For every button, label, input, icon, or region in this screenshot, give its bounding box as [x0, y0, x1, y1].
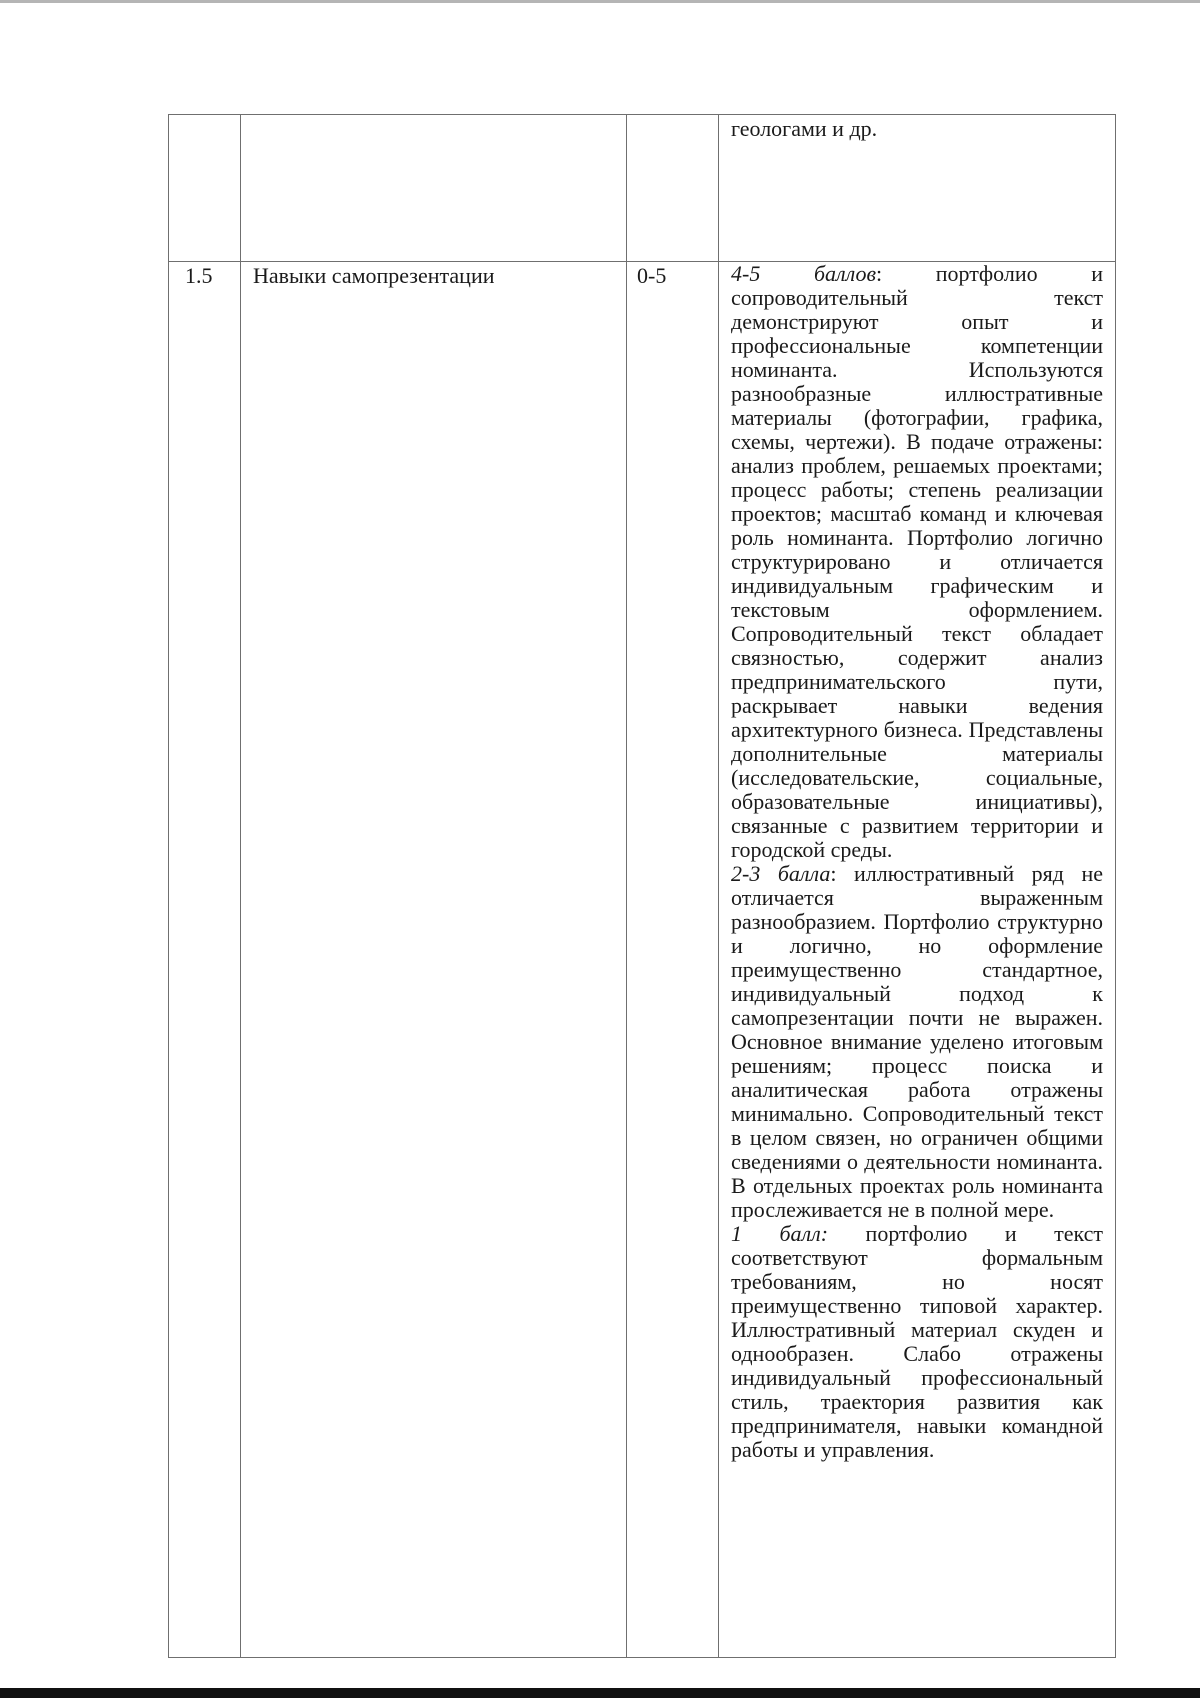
number-cell: [169, 262, 241, 1658]
grade-level-mid: [731, 862, 1103, 1222]
grade-level-low: [731, 1222, 1103, 1462]
criterion-name: Навыки самопрезентации: [253, 263, 495, 288]
score-range: 0-5: [637, 263, 667, 288]
description-cell: [719, 115, 1116, 262]
grade-level-high: [731, 262, 1103, 862]
criteria-table: [168, 114, 1116, 1658]
grading-description: [719, 262, 1115, 1462]
grade-text: : портфолио и сопроводительный текст демонстрируют опыт и профессиональные компетенции номинанта. Используются разнообразные иллюстративные материалы (фотографии, графика, схемы, чертежи). В подаче отражены: анализ проблем, решаемых проектами; процесс работы; степень реализации проектов; масштаб команд и ключевая роль номинанта. Портфолио логично структурировано и отличается индивидуальным графическим и текстовым оформлением. Сопроводительный текст обладает связностью, содержит анализ предпринимательского пути, раскрывает навыки ведения архитектурного бизнеса. Представлены дополнительные материалы (исследовательские, социальные, образовательные инициативы), связанные с развитием территории и городской среды.: [731, 261, 1103, 862]
score-cell: [627, 262, 719, 1658]
grade-label: 4-5 баллов: [731, 261, 877, 286]
criterion-cell: [241, 262, 627, 1658]
description-cell: [719, 262, 1116, 1658]
description-text: геологами и др.: [731, 116, 878, 141]
scan-bottom-edge: [0, 1688, 1200, 1698]
number-cell: [169, 115, 241, 262]
criterion-cell: [241, 115, 627, 262]
table-row: [169, 115, 1116, 262]
grade-label: 1 балл:: [731, 1221, 829, 1246]
score-cell: [627, 115, 719, 262]
scan-top-edge: [0, 0, 1200, 3]
grade-text: : иллюстративный ряд не отличается выраженным разнообразием. Портфолио структурно и логично, но оформление преимущественно стандартное, индивидуальный подход к самопрезентации почти не выражен. Основное внимание уделено итоговым решениям; процесс поиска и аналитическая работа отражены минимально. Сопроводительный текст в целом связен, но ограничен общими сведениями о деятельности номинанта. В отдельных проектах роль номинанта прослеживается не в полной мере.: [731, 861, 1103, 1222]
grade-label: 2-3 балла: [731, 861, 831, 886]
criterion-number: 1.5: [185, 263, 213, 288]
grade-text: портфолио и текст соответствуют формальным требованиям, но носят преимущественно типовой характер. Иллюстративный материал скуден и однообразен. Слабо отражены индивидуальный профессиональный стиль, траектория развития как предпринимателя, навыки командной работы и управления.: [731, 1221, 1103, 1462]
table-row: [169, 262, 1116, 1658]
